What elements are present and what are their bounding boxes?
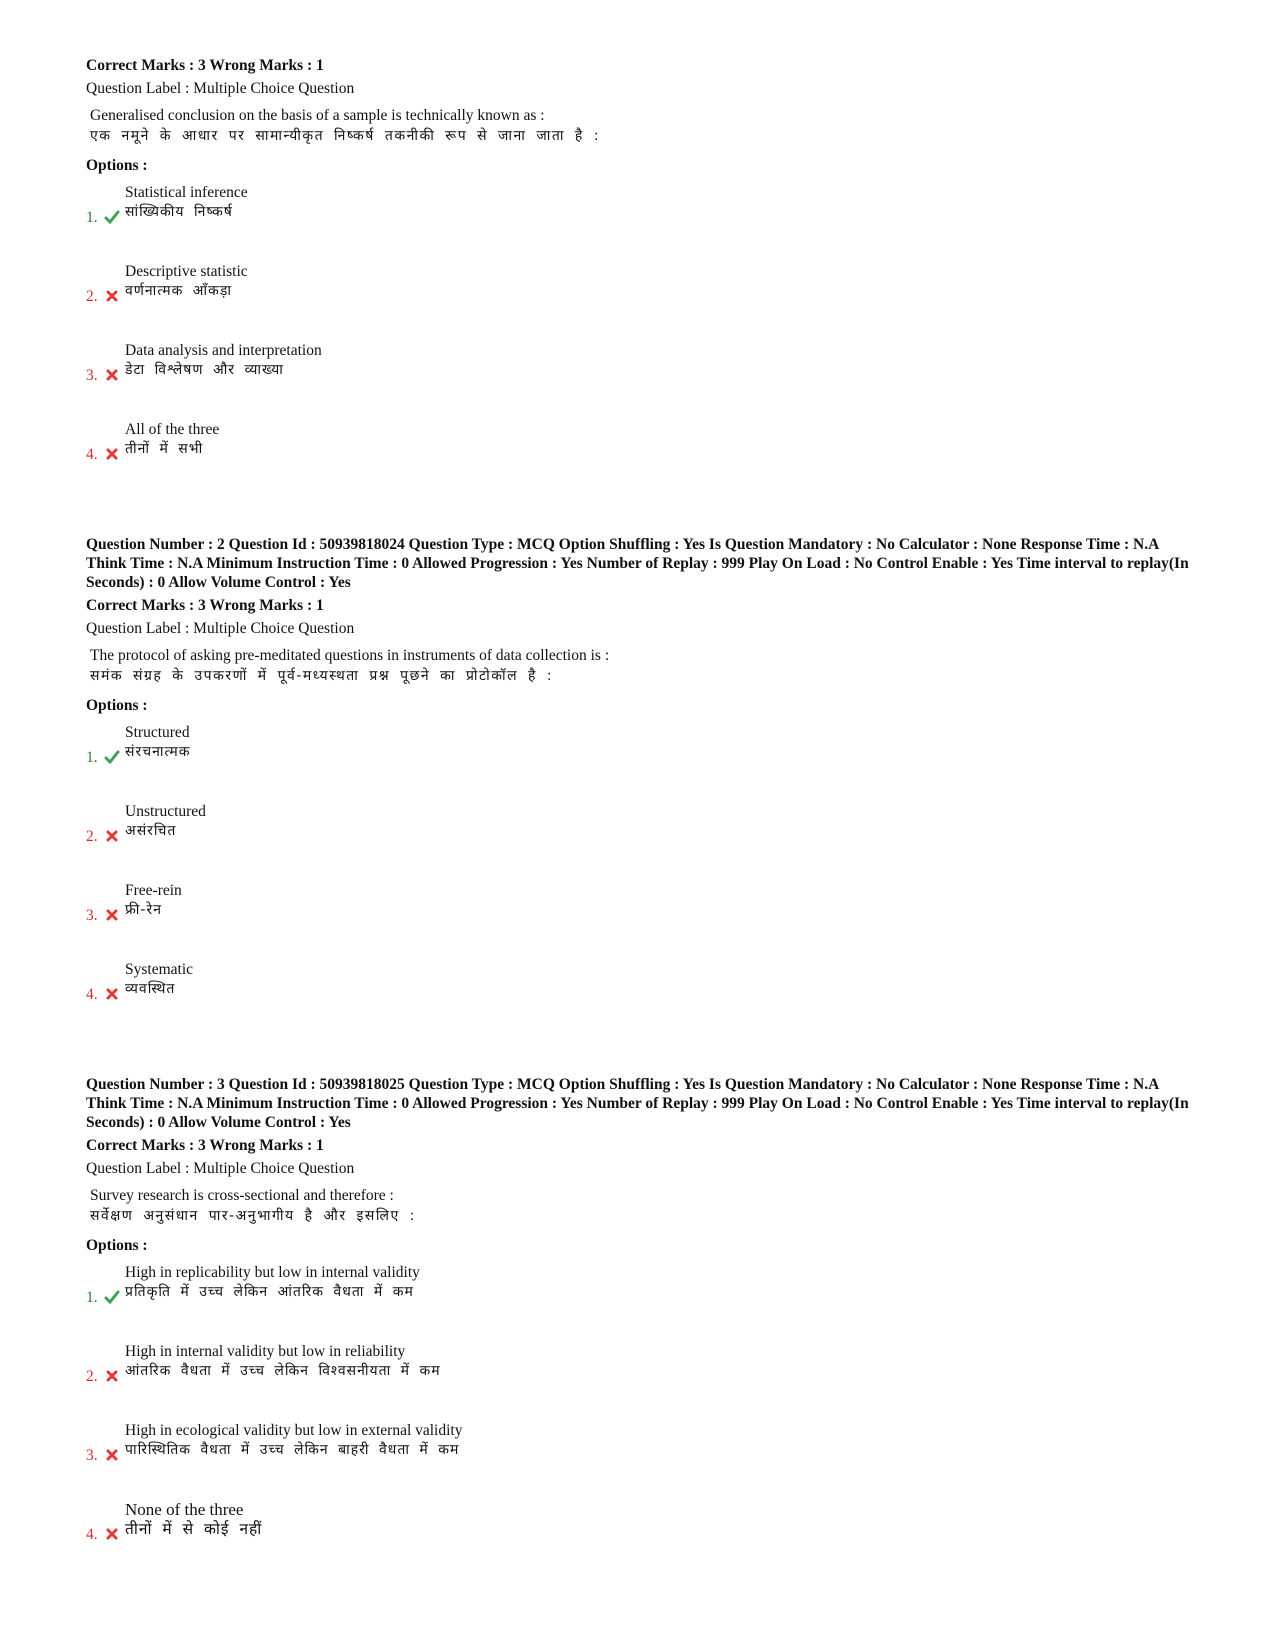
option-number: 2. (86, 828, 98, 845)
correct-wrong-marks: Correct Marks : 3 Wrong Marks : 1 (86, 1137, 324, 1154)
question-text (90, 646, 1196, 686)
option-text-hi: डेटा विश्लेषण और व्याख्या (125, 362, 284, 378)
option-4 (86, 956, 1196, 1035)
question-text-hi: एक नमूने के आधार पर सामान्यीकृत निष्कर्ष तकनीकी रूप से जाना जाता है : (90, 128, 601, 144)
option-1 (86, 179, 1196, 258)
option-number: 1. (86, 1289, 98, 1306)
options-title: Options : (86, 1237, 148, 1254)
check-icon (104, 1289, 120, 1305)
correct-wrong-marks: Correct Marks : 3 Wrong Marks : 1 (86, 57, 324, 74)
option-text-en: High in replicability but low in internal validity (125, 1264, 420, 1281)
question-text-hi: समंक संग्रह के उपकरणों में पूर्व-मध्यस्थता प्रश्न पूछने का प्रोटोकॉल है : (90, 668, 554, 684)
option-4 (86, 416, 1196, 495)
option-number: 4. (86, 1526, 98, 1543)
option-2 (86, 1338, 1196, 1417)
option-text-en: None of the three (125, 1500, 244, 1519)
option-text-en: Free-rein (125, 882, 182, 899)
question-label: Question Label : Multiple Choice Question (86, 620, 355, 637)
option-2 (86, 798, 1196, 877)
cross-icon (104, 288, 120, 304)
option-4 (86, 1496, 1196, 1575)
option-text-en: Unstructured (125, 803, 206, 820)
option-3 (86, 1417, 1196, 1496)
option-text-en: Statistical inference (125, 184, 248, 201)
option-text-hi: व्यवस्थित (125, 981, 176, 997)
option-text-en: High in internal validity but low in reliability (125, 1343, 406, 1360)
question-meta: Question Number : 2 Question Id : 50939818024 Question Type : MCQ Option Shuffling : Yes Is Question Mandatory : No Calculator : None Response Time : N.A Think Time : N.A Minimum Instruction Time : 0 Allowed Progression : Yes Number of Replay : 999 Play On Load : No Control Enable : Yes Time interval to replay(In Seconds) : 0 Allow Volume Control : Yes (86, 536, 1189, 591)
cross-icon (104, 907, 120, 923)
option-number: 3. (86, 907, 98, 924)
option-text-en: Descriptive statistic (125, 263, 248, 280)
question-1 (86, 56, 1196, 495)
option-number: 2. (86, 288, 98, 305)
option-number: 1. (86, 749, 98, 766)
question-3 (86, 1075, 1196, 1575)
option-text-hi: प्रतिकृति में उच्च लेकिन आंतरिक वैधता में कम (125, 1284, 414, 1300)
check-icon (104, 209, 120, 225)
cross-icon (104, 446, 120, 462)
option-number: 4. (86, 986, 98, 1003)
option-text-hi: वर्णनात्मक आँकड़ा (125, 283, 232, 299)
option-text-hi: फ्री-रेन (125, 902, 162, 918)
question-paper (86, 56, 1196, 1575)
question-text (90, 106, 1196, 146)
option-2 (86, 258, 1196, 337)
option-text-hi: तीनों में सभी (125, 441, 204, 457)
cross-icon (104, 1526, 120, 1542)
correct-wrong-marks: Correct Marks : 3 Wrong Marks : 1 (86, 597, 324, 614)
options-title: Options : (86, 157, 148, 174)
option-number: 4. (86, 446, 98, 463)
option-3 (86, 877, 1196, 956)
option-text-en: Structured (125, 724, 190, 741)
question-text-hi: सर्वेक्षण अनुसंधान पार-अनुभागीय है और इसलिए : (90, 1208, 416, 1224)
cross-icon (104, 367, 120, 383)
option-number: 3. (86, 367, 98, 384)
option-text-hi: पारिस्थितिक वैधता में उच्च लेकिन बाहरी वैधता में कम (125, 1442, 460, 1458)
option-3 (86, 337, 1196, 416)
option-text-hi: संरचनात्मक (125, 744, 191, 760)
option-1 (86, 719, 1196, 798)
cross-icon (104, 828, 120, 844)
question-2 (86, 535, 1196, 1035)
option-1 (86, 1259, 1196, 1338)
option-text-hi: आंतरिक वैधता में उच्च लेकिन विश्वसनीयता में कम (125, 1363, 441, 1379)
options-title: Options : (86, 697, 148, 714)
option-text-hi: असंरचित (125, 823, 177, 839)
question-text-en: The protocol of asking pre-meditated questions in instruments of data collection is : (90, 647, 610, 664)
question-label: Question Label : Multiple Choice Question (86, 80, 355, 97)
question-label: Question Label : Multiple Choice Question (86, 1160, 355, 1177)
question-text (90, 1186, 1196, 1226)
cross-icon (104, 1447, 120, 1463)
cross-icon (104, 986, 120, 1002)
option-number: 1. (86, 209, 98, 226)
check-icon (104, 749, 120, 765)
option-text-hi: सांख्यिकीय निष्कर्ष (125, 204, 233, 220)
option-number: 3. (86, 1447, 98, 1464)
option-text-en: All of the three (125, 421, 220, 438)
cross-icon (104, 1368, 120, 1384)
option-text-en: Data analysis and interpretation (125, 342, 322, 359)
question-meta: Question Number : 3 Question Id : 50939818025 Question Type : MCQ Option Shuffling : Yes Is Question Mandatory : No Calculator : None Response Time : N.A Think Time : N.A Minimum Instruction Time : 0 Allowed Progression : Yes Number of Replay : 999 Play On Load : No Control Enable : Yes Time interval to replay(In Seconds) : 0 Allow Volume Control : Yes (86, 1076, 1189, 1131)
option-text-en: High in ecological validity but low in external validity (125, 1422, 463, 1439)
option-text-en: Systematic (125, 961, 194, 978)
question-text-en: Survey research is cross-sectional and therefore : (90, 1187, 394, 1204)
option-text-hi: तीनों में से कोई नहीं (125, 1520, 263, 1538)
option-number: 2. (86, 1368, 98, 1385)
question-text-en: Generalised conclusion on the basis of a sample is technically known as : (90, 107, 545, 124)
